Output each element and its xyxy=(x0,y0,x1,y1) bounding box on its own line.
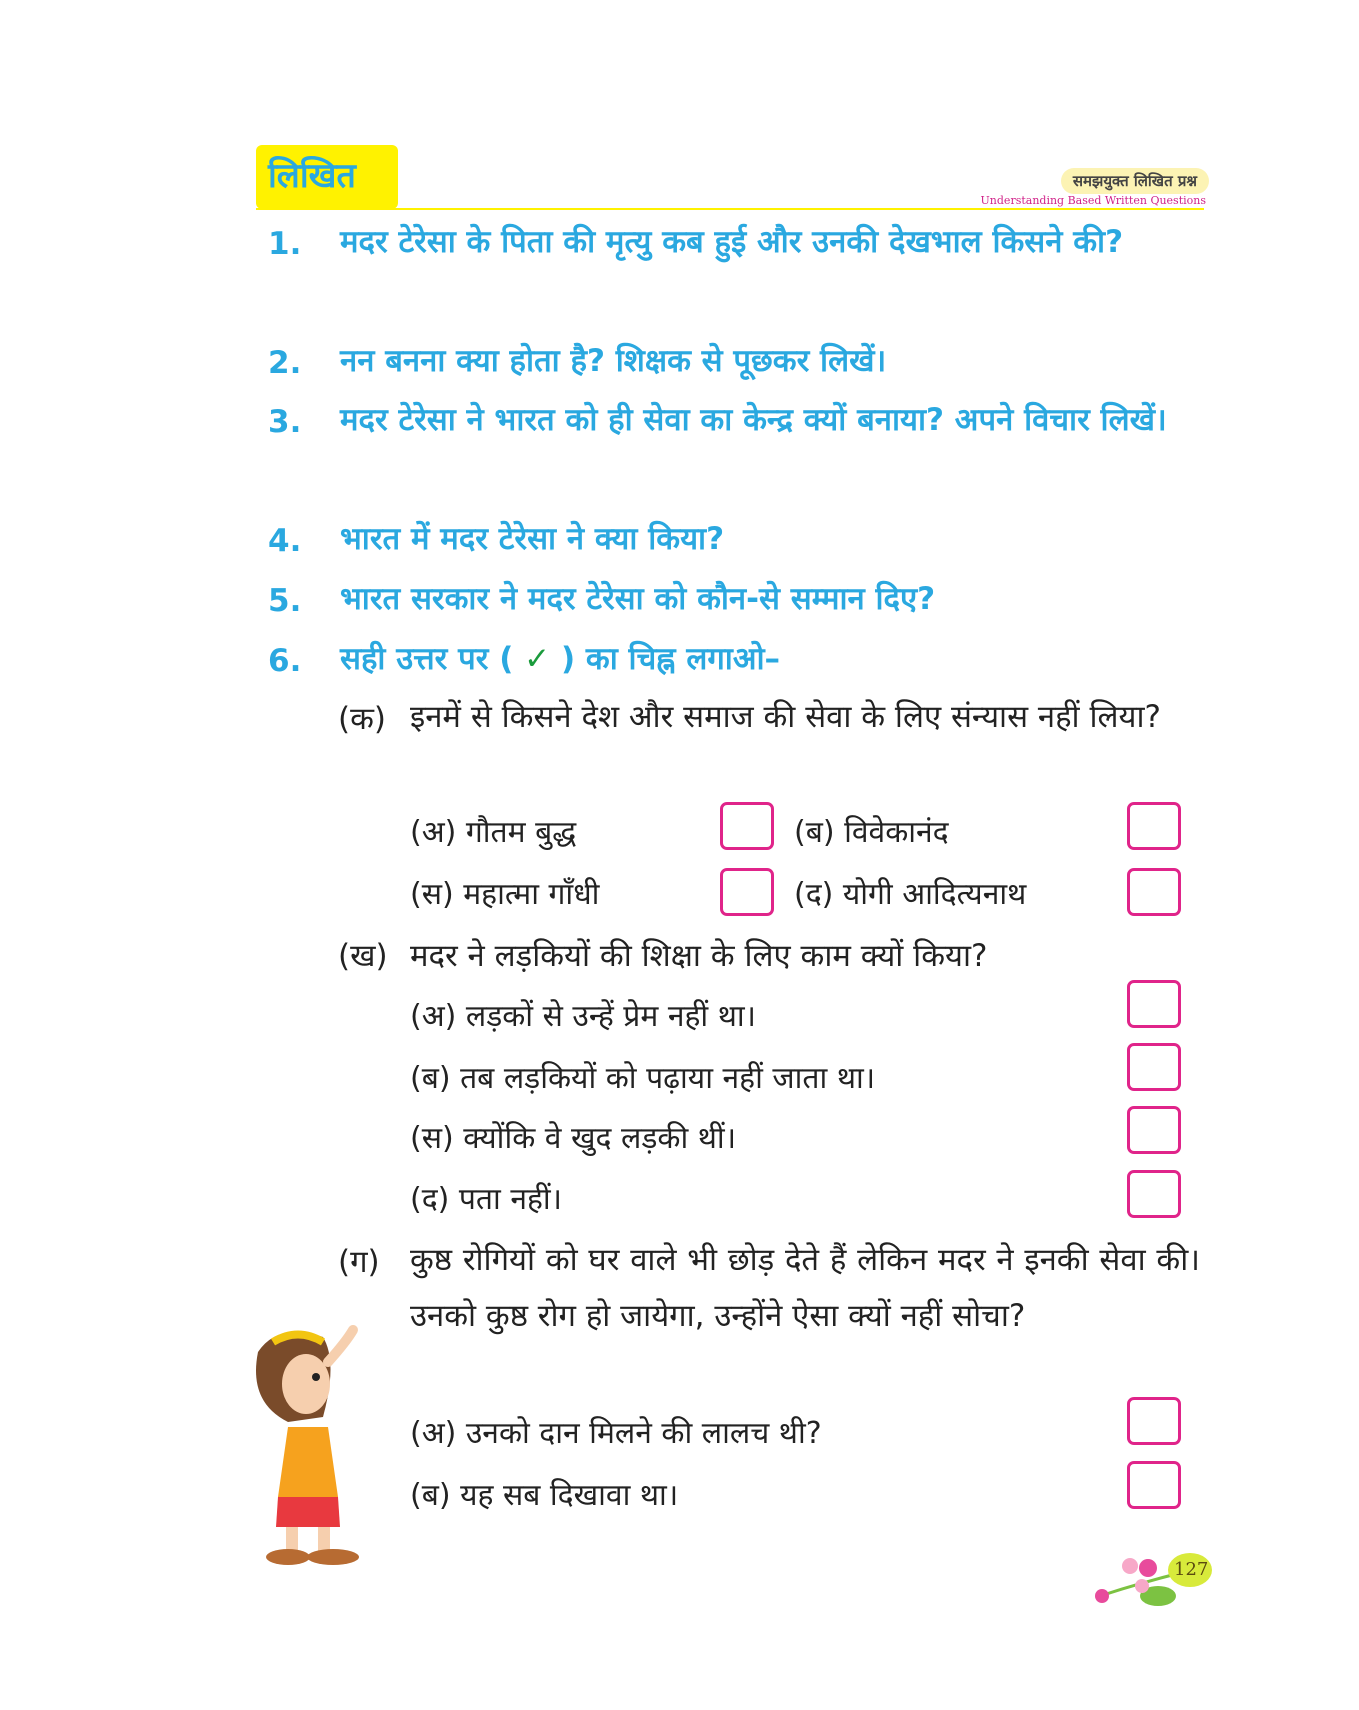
option: (स) महात्मा गाँधी xyxy=(410,877,600,912)
answer-checkbox[interactable] xyxy=(1127,802,1181,850)
option: (स) क्योंकि वे खुद लड़की थीं। xyxy=(410,1121,737,1156)
answer-checkbox[interactable] xyxy=(1127,1170,1181,1218)
option: (अ) गौतम बुद्ध xyxy=(410,815,577,850)
page-number-badge xyxy=(1168,1553,1212,1587)
option: (द) पता नहीं। xyxy=(410,1182,563,1217)
instruction-text: ) का चिह्न लगाओ– xyxy=(560,641,781,677)
sub-question-text: इनमें से किसने देश और समाज की सेवा के लिए संन्यास नहीं लिया? xyxy=(410,699,1161,735)
answer-checkbox[interactable] xyxy=(1127,868,1181,916)
question-text xyxy=(340,631,1200,687)
sub-question-text: कुष्ठ रोगियों को घर वाले भी छोड़ देते हैं लेकिन मदर ने इनकी सेवा की। उनको कुष्ठ रोग हो जायेगा, उन्होंने ऐसा क्यों नहीं सोचा? xyxy=(410,1242,1200,1334)
option: (अ) लड़कों से उन्हें प्रेम नहीं था। xyxy=(410,999,757,1034)
instruction-text: सही उत्तर पर ( xyxy=(340,641,514,677)
answer-checkbox[interactable] xyxy=(1127,1106,1181,1154)
answer-checkbox[interactable] xyxy=(720,868,774,916)
answer-checkbox[interactable] xyxy=(1127,1461,1181,1509)
answer-checkbox[interactable] xyxy=(1127,980,1181,1028)
option: (ब) विवेकानंद xyxy=(794,815,949,850)
section-tag-label: लिखित xyxy=(268,156,356,196)
option: (ब) यह सब दिखावा था। xyxy=(410,1478,679,1513)
question-text: भारत सरकार ने मदर टेरेसा को कौन-से सम्मान दिए? xyxy=(340,581,936,617)
option: (द) योगी आदित्यनाथ xyxy=(794,877,1027,912)
sub-question-text: मदर ने लड़कियों की शिक्षा के लिए काम क्यों किया? xyxy=(410,938,988,974)
question-text: मदर टेरेसा ने भारत को ही सेवा का केन्द्र क्यों बनाया? अपने विचार लिखें। xyxy=(340,402,1167,438)
question-number: 2. xyxy=(268,345,302,381)
checkmark-icon: ✓ xyxy=(524,641,551,677)
question-number: 3. xyxy=(268,404,302,440)
header-pill: समझयुक्त लिखित प्रश्न xyxy=(1061,168,1209,194)
question-number: 5. xyxy=(268,583,302,619)
question-text: मदर टेरेसा के पिता की मृत्यु कब हुई और उनकी देखभाल किसने की? xyxy=(340,224,1124,260)
question-text: नन बनना क्या होता है? शिक्षक से पूछकर लिखें। xyxy=(340,343,887,379)
answer-checkbox[interactable] xyxy=(1127,1397,1181,1445)
option: (अ) उनको दान मिलने की लालच थी? xyxy=(410,1416,822,1451)
sub-question-label: (क) xyxy=(338,701,386,737)
girl-pointing-illustration xyxy=(228,1322,398,1572)
answer-checkbox[interactable] xyxy=(1127,1043,1181,1091)
page-number: 127 xyxy=(1174,1559,1209,1580)
question-number: 1. xyxy=(268,226,302,262)
header-subtitle: Understanding Based Written Questions xyxy=(980,194,1206,207)
section-tag xyxy=(256,145,398,209)
question-text: भारत में मदर टेरेसा ने क्या किया? xyxy=(340,521,725,557)
question-number: 6. xyxy=(268,643,302,679)
answer-checkbox[interactable] xyxy=(720,802,774,850)
option: (ब) तब लड़कियों को पढ़ाया नहीं जाता था। xyxy=(410,1061,876,1096)
sub-question-label: (ग) xyxy=(338,1244,380,1280)
header-rule xyxy=(256,208,1204,210)
sub-question-label: (ख) xyxy=(338,938,388,974)
question-number: 4. xyxy=(268,523,302,559)
